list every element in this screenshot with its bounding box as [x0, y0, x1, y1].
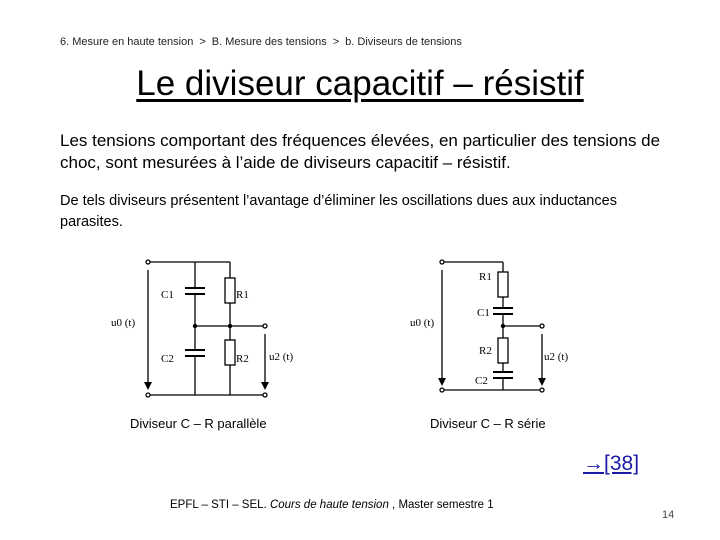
caption-parallel: Diviseur C – R parallèle: [130, 416, 267, 431]
label-c1: C1: [161, 289, 174, 301]
series-divider-circuit: [405, 250, 590, 405]
label-u2: u2 (t): [544, 351, 569, 363]
page-number: 14: [662, 509, 675, 521]
diagram-parallel-divider: [105, 250, 320, 410]
paragraph-secondary: De tels diviseurs présentent l’avantage d’éliminer les oscillations dues aux inductances parasites.: [60, 193, 617, 230]
label-u2: u2 (t): [269, 351, 294, 363]
footer: [170, 499, 494, 511]
label-r1: R1: [236, 289, 249, 301]
footer-prefix: EPFL – STI – SEL.: [170, 499, 270, 511]
label-r2: R2: [479, 345, 492, 357]
reference-link[interactable]: [583, 452, 639, 476]
arrow-head-u2: [538, 378, 546, 386]
paragraph-main: Les tensions comportant des fréquences élevées, en particulier des tensions de choc, sont mesurées à l’aide de diviseurs capacitif – résistif.: [60, 131, 661, 172]
label-r2: R2: [236, 353, 249, 365]
arrow-head-u0: [144, 382, 152, 390]
footer-suffix: , Master semestre 1: [388, 499, 494, 511]
breadcrumb-item: b. Diviseurs de tensions: [345, 36, 462, 48]
breadcrumb-separator: >: [332, 36, 340, 48]
label-c2: C2: [161, 353, 174, 365]
label-c2: C2: [475, 375, 488, 387]
arrow-head-u2: [261, 382, 269, 390]
diagram-series-divider: [405, 250, 590, 405]
parallel-divider-circuit: [105, 250, 320, 410]
breadcrumb-item: B. Mesure des tensions: [211, 36, 327, 48]
label-r1: R1: [479, 271, 492, 283]
reference-label: [38]: [604, 452, 640, 475]
breadcrumb-item: 6. Mesure en haute tension: [60, 36, 194, 48]
footer-course: Cours de haute tension: [269, 499, 389, 511]
caption-series: Diviseur C – R série: [430, 416, 546, 431]
breadcrumb-separator: >: [199, 36, 206, 48]
label-u0: u0 (t): [111, 317, 136, 329]
label-u0: u0 (t): [410, 317, 435, 329]
arrow-head-u0: [438, 378, 446, 386]
page-title: Le diviseur capacitif – résistif: [136, 64, 584, 103]
arrow-right-icon: →: [583, 452, 604, 475]
label-c1: C1: [477, 307, 490, 319]
breadcrumb: [60, 36, 462, 48]
